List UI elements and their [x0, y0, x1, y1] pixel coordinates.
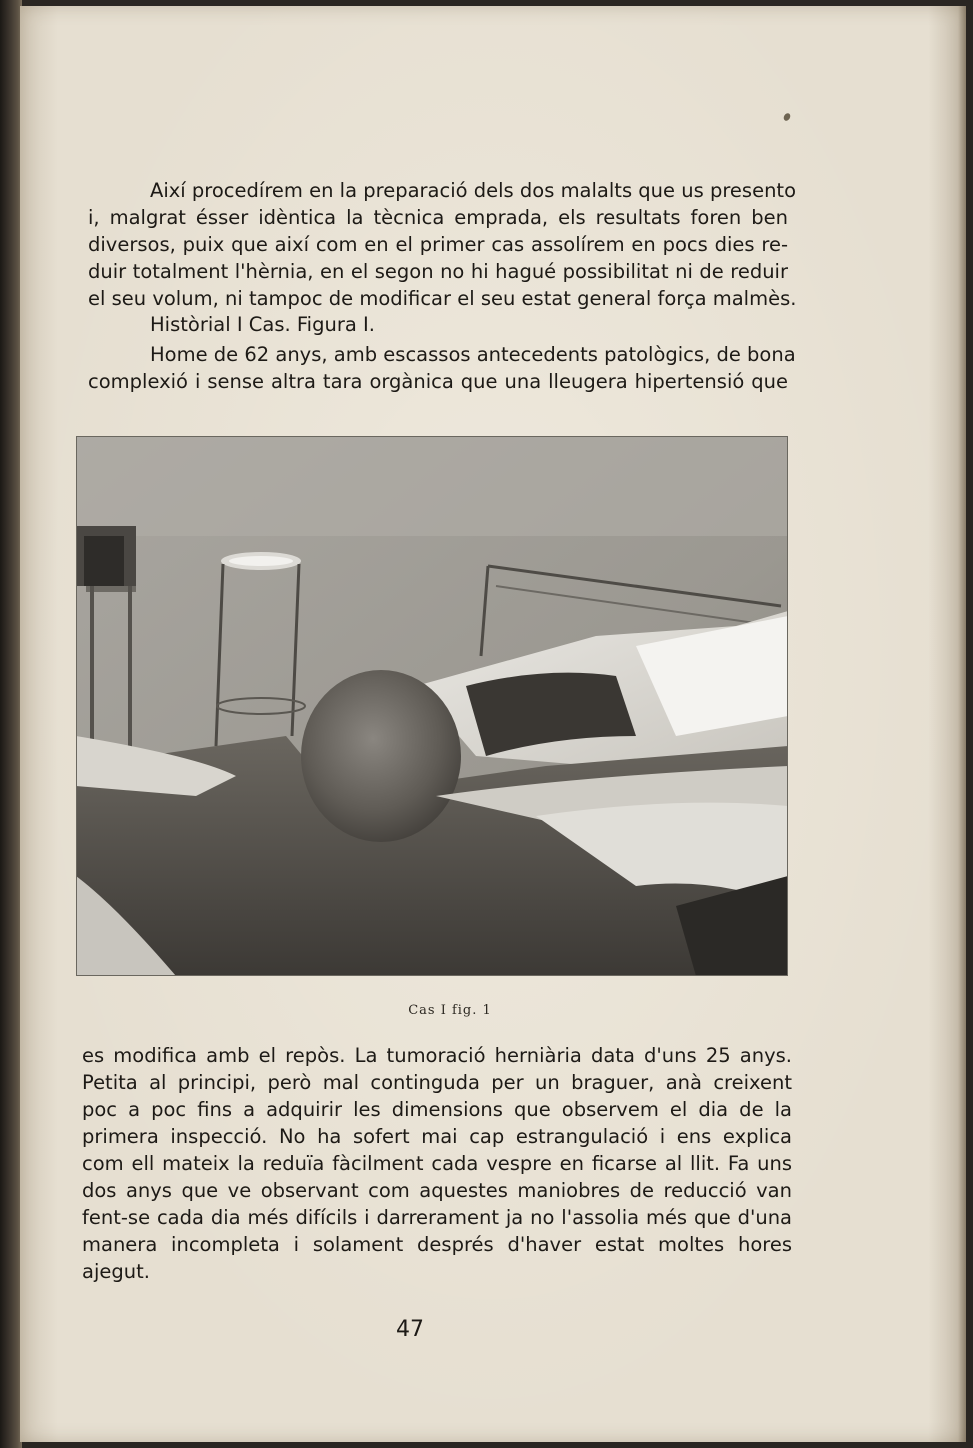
page-edge-shadow — [958, 6, 966, 1442]
text-line: poc a poc fins a adquirir les dimensions que observem el dia de la — [82, 1098, 792, 1121]
page-number: 47 — [396, 1317, 424, 1342]
text-line: fent-se cada dia més difícils i darrerament ja no l'assolia més que d'una — [82, 1206, 792, 1229]
text-line: com ell mateix la reduïa fàcilment cada vespre en ficarse al llit. Fa uns — [82, 1152, 792, 1175]
text-line: primera inspecció. No ha sofert mai cap estrangulació i ens explica — [82, 1125, 792, 1148]
text-line: duir totalment l'hèrnia, en el segon no hi hagué possibilitat ni de reduir — [88, 260, 788, 283]
text-line: i, malgrat ésser idèntica la tècnica emprada, els resultats foren ben — [88, 206, 788, 229]
text-line: Així procedírem en la preparació dels dos malalts que us presento — [150, 179, 797, 202]
photograph-image — [76, 436, 788, 976]
text-line: ajegut. — [82, 1260, 150, 1283]
text-line: el seu volum, ni tampoc de modificar el seu estat general força malmès. — [88, 287, 797, 310]
case-paragraph — [88, 341, 796, 395]
book-spine — [0, 0, 22, 1448]
case-heading: Històrial I Cas. Figura I. — [150, 313, 375, 336]
text-line: complexió i sense altra tara orgànica que una lleugera hipertensió que — [88, 370, 788, 393]
continuation-paragraph — [82, 1042, 792, 1285]
text-line: es modifica amb el repòs. La tumoració herniària data d'uns 25 anys. — [82, 1044, 792, 1067]
text-line: Petita al principi, però mal continguda per un braguer, anà creixent — [82, 1071, 792, 1094]
text-line: diversos, puix que així com en el primer cas assolírem en pocs dies re- — [88, 233, 788, 256]
figure-caption: Cas I fig. 1 — [408, 1003, 492, 1018]
text-line: Home de 62 anys, amb escassos antecedents patològics, de bona — [150, 343, 796, 366]
intro-paragraph — [88, 177, 797, 312]
text-line: manera incompleta i solament després d'haver estat moltes hores — [82, 1233, 792, 1256]
clinical-photograph — [76, 436, 788, 976]
text-line: dos anys que ve observant com aquestes maniobres de reducció van — [82, 1179, 792, 1202]
